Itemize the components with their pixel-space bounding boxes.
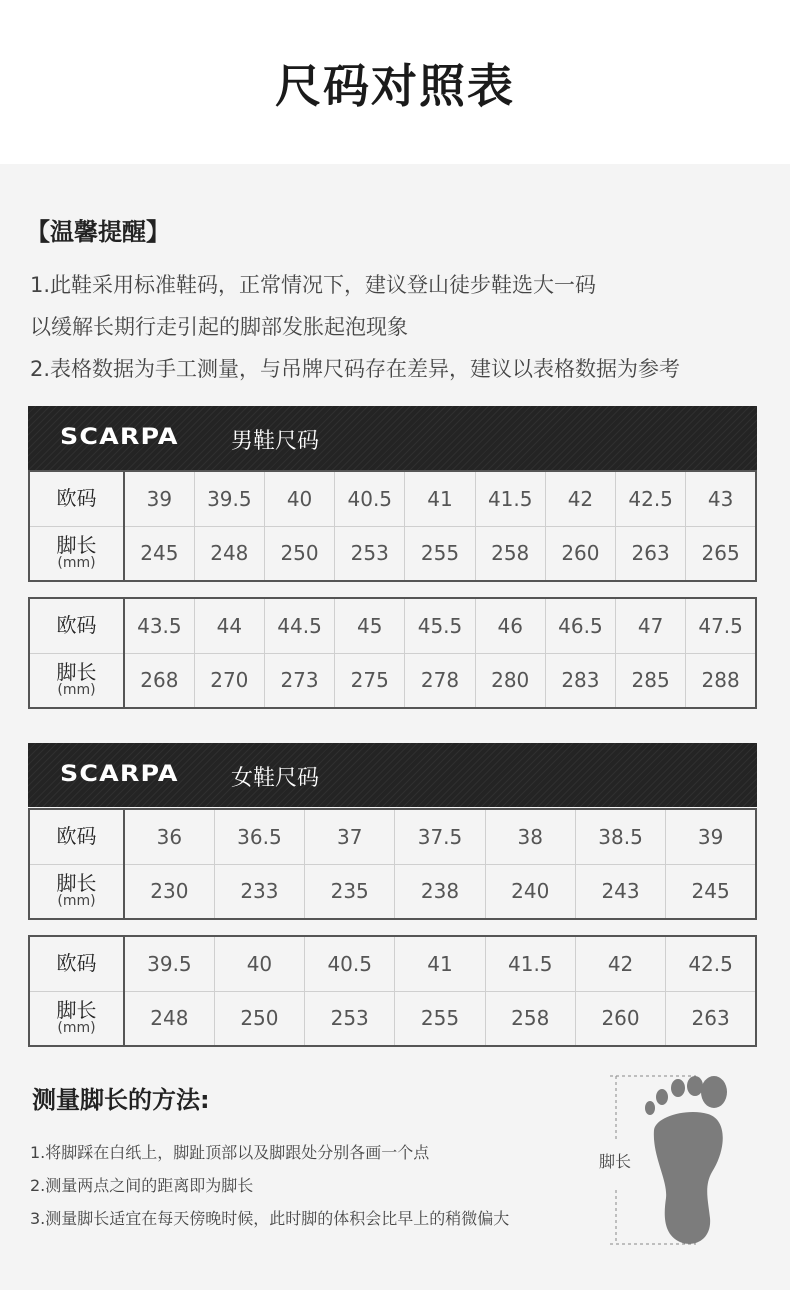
foot-length-cell: 255	[395, 991, 485, 1046]
euro-size-cell: 40.5	[305, 936, 395, 991]
euro-size-cell: 41	[405, 471, 475, 526]
euro-size-cell: 36.5	[214, 809, 304, 864]
euro-size-cell: 45	[335, 598, 405, 653]
euro-size-cell: 42.5	[666, 936, 756, 991]
foot-length-cell: 253	[305, 991, 395, 1046]
foot-length-cell: 258	[485, 991, 575, 1046]
foot-length-cell: 260	[575, 991, 665, 1046]
euro-size-cell: 46.5	[545, 598, 615, 653]
foot-length-cell: 248	[194, 526, 264, 581]
foot-length-cell: 280	[475, 653, 545, 708]
men-size-banner	[28, 406, 757, 470]
women-section-title: 女鞋尺码	[231, 766, 320, 791]
foot-length-cell: 283	[545, 653, 615, 708]
tip-line: 以缓解长期行走引起的脚部发胀起泡现象	[30, 315, 408, 339]
unit-label: (mm)	[57, 1020, 96, 1037]
foot-length-cell: 288	[686, 653, 756, 708]
women-size-table-2	[28, 935, 757, 1047]
method-step: 1.将脚踩在白纸上，脚趾顶部以及脚跟处分别各画一个点	[30, 1143, 430, 1162]
euro-size-cell: 40.5	[335, 471, 405, 526]
foot-length-cell: 260	[545, 526, 615, 581]
euro-size-cell: 41	[395, 936, 485, 991]
foot-length-cell: 278	[405, 653, 475, 708]
foot-length-row	[29, 526, 756, 581]
foot-length-row	[29, 991, 756, 1046]
euro-size-cell: 41.5	[485, 936, 575, 991]
foot-length-label	[29, 526, 124, 581]
euro-size-cell: 38	[485, 809, 575, 864]
euro-size-label: 欧码	[29, 471, 124, 526]
foot-length-cell: 235	[305, 864, 395, 919]
foot-length-cell: 285	[616, 653, 686, 708]
men-section-title: 男鞋尺码	[231, 429, 320, 454]
foot-length-cell: 255	[405, 526, 475, 581]
euro-size-cell: 39	[124, 471, 194, 526]
foot-length-label-text: 脚长	[56, 660, 97, 685]
foot-length-cell: 238	[395, 864, 485, 919]
foot-length-cell: 245	[666, 864, 756, 919]
foot-length-diagram-label: 脚长	[599, 1152, 632, 1171]
foot-length-cell: 250	[214, 991, 304, 1046]
foot-length-cell: 275	[335, 653, 405, 708]
euro-size-cell: 47	[616, 598, 686, 653]
brand-logo: SCARPA	[60, 425, 179, 450]
page-header	[0, 0, 790, 164]
euro-size-cell: 37.5	[395, 809, 485, 864]
euro-size-cell: 41.5	[475, 471, 545, 526]
foot-length-label	[29, 653, 124, 708]
footprint-icon	[645, 1076, 727, 1244]
foot-length-cell: 263	[616, 526, 686, 581]
foot-length-cell: 268	[124, 653, 194, 708]
tips-heading: 【温馨提醒】	[26, 218, 170, 246]
euro-size-cell: 39	[666, 809, 756, 864]
page-title: 尺码对照表	[275, 59, 515, 113]
unit-label: (mm)	[57, 555, 96, 572]
foot-length-row	[29, 864, 756, 919]
euro-size-label: 欧码	[29, 598, 124, 653]
foot-length-row	[29, 653, 756, 708]
foot-length-cell: 258	[475, 526, 545, 581]
euro-size-cell: 36	[124, 809, 214, 864]
euro-size-cell: 46	[475, 598, 545, 653]
euro-size-row	[29, 598, 756, 653]
euro-size-cell: 39.5	[194, 471, 264, 526]
foot-length-cell: 263	[666, 991, 756, 1046]
euro-size-cell: 42	[545, 471, 615, 526]
foot-length-label-text: 脚长	[56, 533, 97, 558]
foot-length-cell: 240	[485, 864, 575, 919]
foot-length-cell: 265	[686, 526, 756, 581]
euro-size-row	[29, 936, 756, 991]
foot-length-cell: 230	[124, 864, 214, 919]
euro-size-cell: 42.5	[616, 471, 686, 526]
foot-length-label-text: 脚长	[56, 871, 97, 896]
euro-size-cell: 47.5	[686, 598, 756, 653]
euro-size-cell: 44	[194, 598, 264, 653]
euro-size-cell: 38.5	[575, 809, 665, 864]
men-size-table-2	[28, 597, 757, 709]
euro-size-row	[29, 809, 756, 864]
euro-size-cell: 42	[575, 936, 665, 991]
tip-line: 2.表格数据为手工测量，与吊牌尺码存在差异，建议以表格数据为参考	[30, 357, 681, 381]
euro-size-label: 欧码	[29, 809, 124, 864]
tip-line: 1.此鞋采用标准鞋码，正常情况下，建议登山徒步鞋选大一码	[30, 273, 597, 297]
foot-length-cell: 250	[264, 526, 334, 581]
euro-size-cell: 40	[214, 936, 304, 991]
euro-size-cell: 45.5	[405, 598, 475, 653]
euro-size-cell: 40	[264, 471, 334, 526]
euro-size-label: 欧码	[29, 936, 124, 991]
euro-size-cell: 39.5	[124, 936, 214, 991]
euro-size-row	[29, 471, 756, 526]
women-size-banner	[28, 743, 757, 807]
foot-length-cell: 253	[335, 526, 405, 581]
foot-length-label	[29, 991, 124, 1046]
euro-size-cell: 43.5	[124, 598, 194, 653]
foot-length-cell: 245	[124, 526, 194, 581]
women-size-table-1	[28, 808, 757, 920]
unit-label: (mm)	[57, 682, 96, 699]
foot-length-cell: 233	[214, 864, 304, 919]
foot-length-cell: 273	[264, 653, 334, 708]
euro-size-cell: 44.5	[264, 598, 334, 653]
euro-size-cell: 37	[305, 809, 395, 864]
unit-label: (mm)	[57, 893, 96, 910]
foot-length-cell: 243	[575, 864, 665, 919]
foot-length-cell: 248	[124, 991, 214, 1046]
foot-length-cell: 270	[194, 653, 264, 708]
euro-size-cell: 43	[686, 471, 756, 526]
method-heading: 测量脚长的方法:	[32, 1086, 210, 1114]
men-size-table-1	[28, 470, 757, 582]
foot-length-label	[29, 864, 124, 919]
brand-logo: SCARPA	[60, 762, 179, 787]
method-step: 3.测量脚长适宜在每天傍晚时候，此时脚的体积会比早上的稍微偏大	[30, 1209, 510, 1228]
method-step: 2.测量两点之间的距离即为脚长	[30, 1176, 254, 1195]
foot-length-label-text: 脚长	[56, 998, 97, 1023]
